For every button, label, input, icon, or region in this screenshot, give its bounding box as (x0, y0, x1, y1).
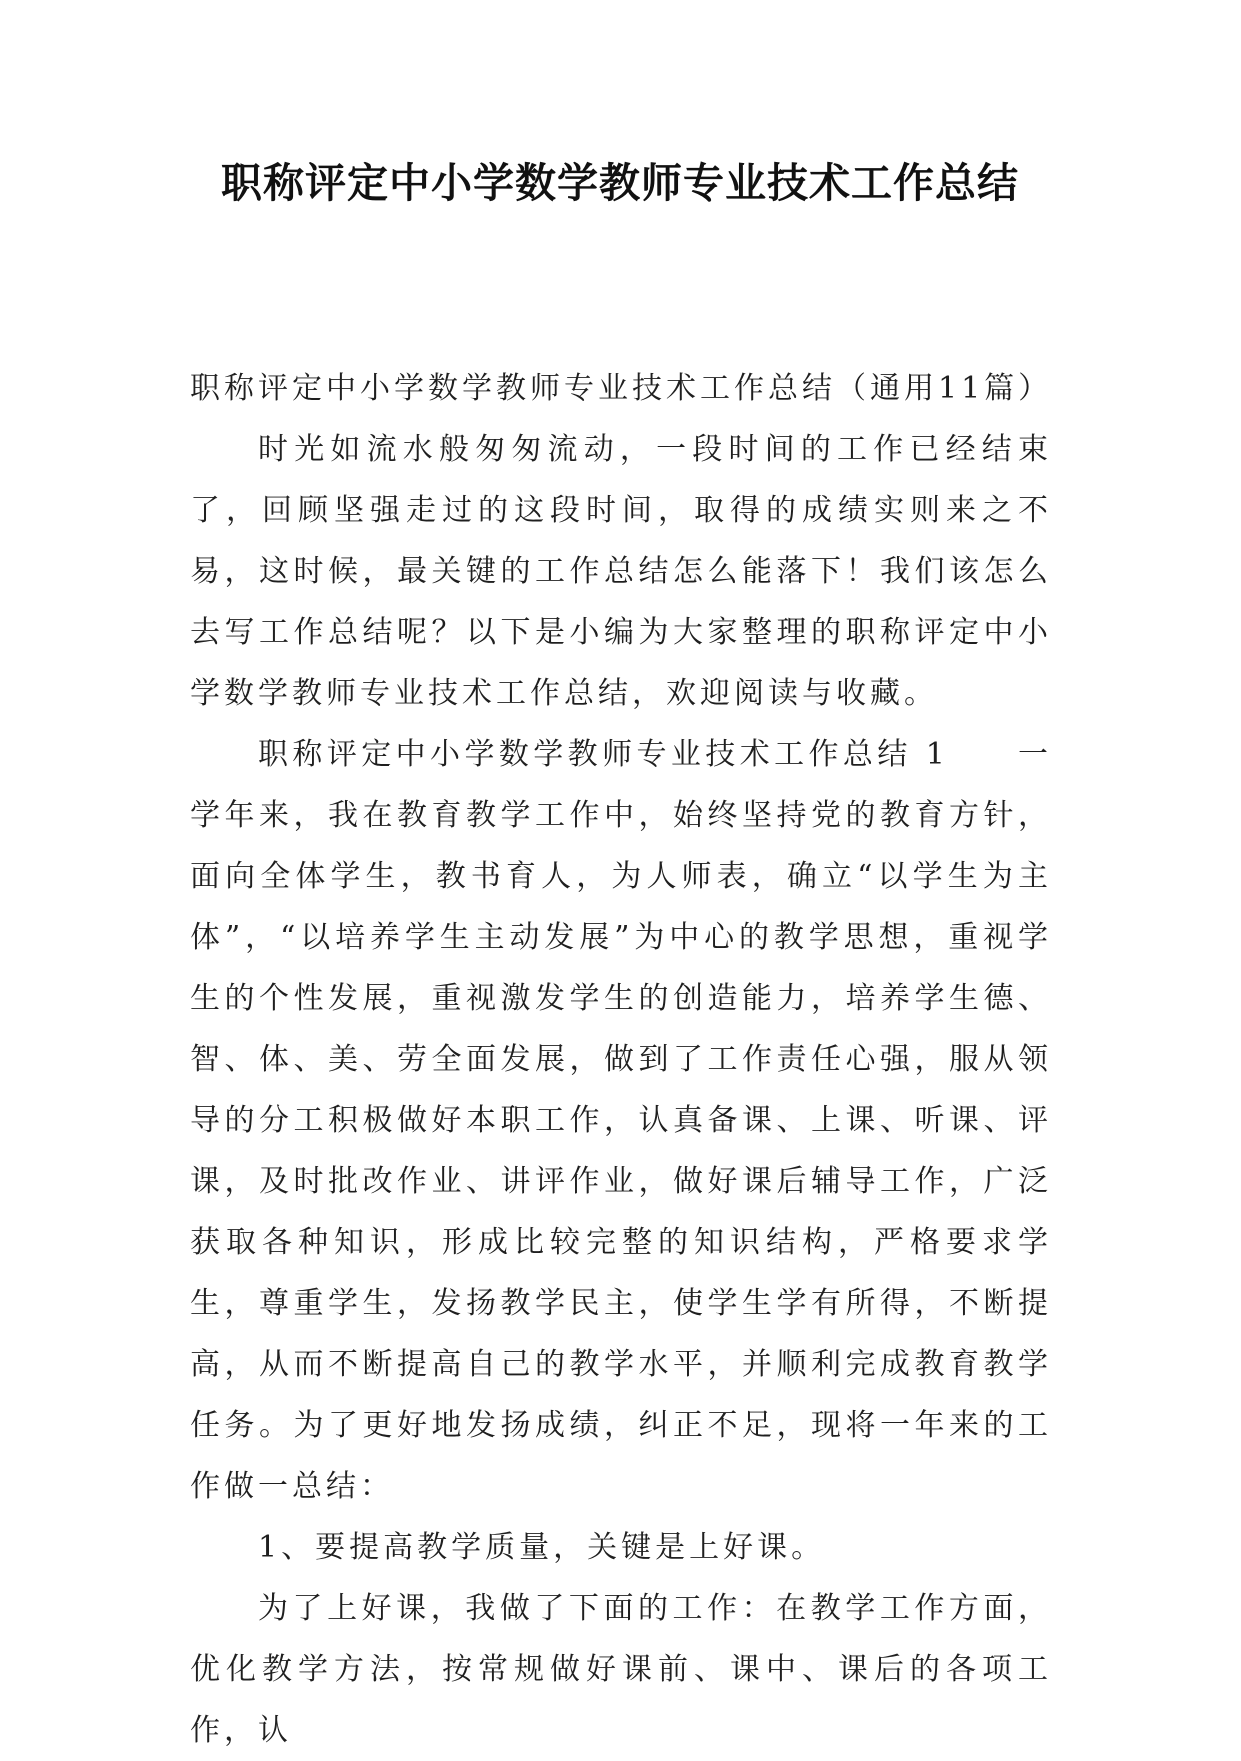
subtitle-paragraph: 职称评定中小学数学教师专业技术工作总结（通用11篇） (190, 371, 1053, 406)
body-paragraph: 为了上好课，我做了下面的工作：在教学工作方面，优化教学方法，按常规做好课前、课中、课后的各项工作，认 (190, 1591, 1052, 1748)
summary-paragraph-1: 职称评定中小学数学教师专业技术工作总结 1 一学年来，我在教育教学工作中，始终坚持党的教育方针，面向全体学生，教书育人，为人师表，确立“以学生为主体”，“以培养学生主动发展”为中心的教学思想，重视学生的个性发展，重视激发学生的创造能力，培养学生德、智、体、美、劳全面发展，做到了工作责任心强，服从领导的分工积极做好本职工作，认真备课、上课、听课、评课，及时批改作业、讲评作业，做好课后辅导工作，广泛获取各种知识，形成比较完整的知识结构，严格要求学生，尊重学生，发扬教学民主，使学生学有所得，不断提高，从而不断提高自己的教学水平，并顺利完成教育教学任务。为了更好地发扬成绩，纠正不足，现将一年来的工作做一总结： (190, 737, 1052, 1504)
intro-paragraph: 时光如流水般匆匆流动，一段时间的工作已经结束了，回顾坚强走过的这段时间，取得的成绩实则来之不易，这时候，最关键的工作总结怎么能落下！我们该怎么去写工作总结呢？以下是小编为大家整理的职称评定中小学数学教师专业技术工作总结，欢迎阅读与收藏。 (190, 432, 1052, 711)
document-title: 职称评定中小学数学教师专业技术工作总结 (221, 159, 1019, 207)
point-heading-1: 1、要提高教学质量，关键是上好课。 (258, 1530, 826, 1565)
document-body (190, 358, 1052, 1761)
